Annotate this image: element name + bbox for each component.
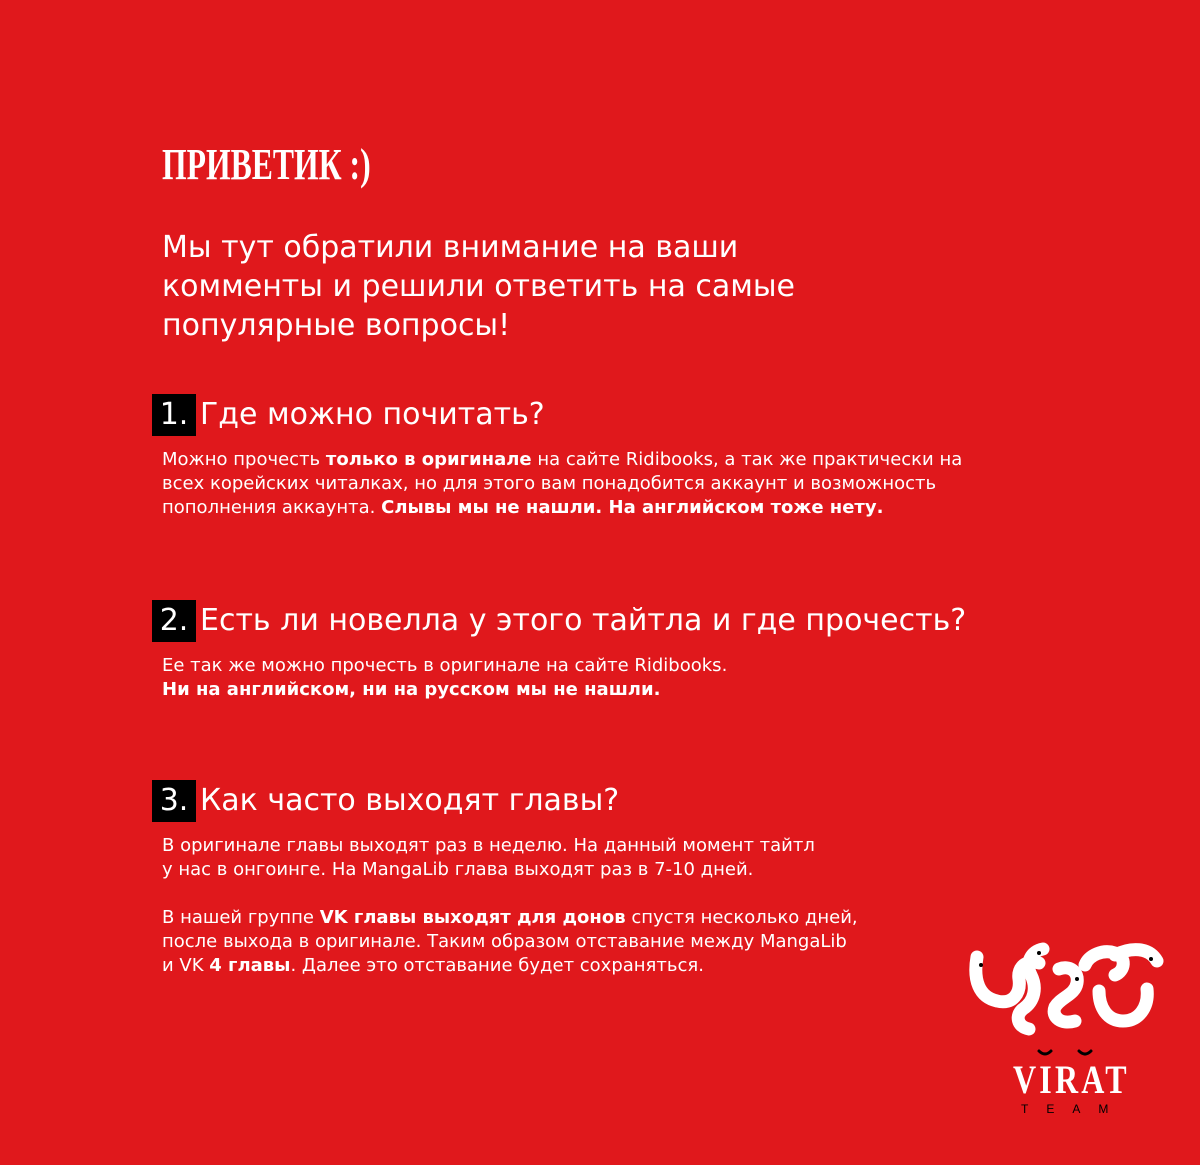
question-1-heading (152, 394, 545, 436)
intro-line: Мы тут обратили внимание на ваши (162, 230, 739, 265)
question-2-answer (162, 654, 1062, 702)
answer-line: всех корейских читалках, но для этого вам понадобится аккаунт и возможность (162, 473, 937, 494)
answer-line (162, 448, 1062, 472)
answer-line (162, 678, 1062, 702)
greeting-title: ПРИВЕТИК :) (162, 140, 371, 189)
answer-line (162, 496, 1062, 520)
question-1-answer (162, 448, 1062, 520)
answer-text: В нашей группе (162, 907, 320, 928)
answer-bold-text: Слывы мы не нашли. На английском тоже нету. (381, 497, 884, 518)
virat-team-logo (965, 935, 1170, 1125)
intro-line: комменты и решили ответить на самые (162, 269, 796, 304)
answer-bold-text: VK главы выходят для донов (319, 907, 626, 928)
question-title: Есть ли новелла у этого тайтла и где прочесть? (200, 603, 967, 638)
question-title: Как часто выходят главы? (200, 783, 620, 818)
question-number-badge: 3. (152, 780, 196, 822)
answer-line: Ее так же можно прочесть в оригинале на сайте Ridibooks. (162, 655, 728, 676)
question-3-answer (162, 834, 1062, 978)
logo-eyes-icon (1035, 1045, 1095, 1057)
answer-text: . Далее это отставание будет сохраняться. (290, 955, 704, 976)
answer-text: на сайте Ridibooks, а так же практически на (531, 449, 963, 470)
answer-text: Можно прочесть (162, 449, 326, 470)
question-2-heading (152, 600, 966, 642)
answer-line: у нас в онгоинге. На MangaLib глава выходят раз в 7-10 дней. (162, 859, 754, 880)
logo-sub-text: TEAM (1021, 1102, 1127, 1116)
question-number-badge: 1. (152, 394, 196, 436)
logo-name-text: VIRAT (1013, 1057, 1130, 1102)
answer-text: и VK (162, 955, 210, 976)
answer-bold-text: 4 главы (209, 955, 291, 976)
answer-spacer (162, 882, 1062, 906)
answer-bold-text: только в оригинале (325, 449, 532, 470)
answer-line: после выхода в оригинале. Таким образом отставание между MangaLib (162, 931, 847, 952)
question-3-heading (152, 780, 619, 822)
answer-line: В оригинале главы выходят раз в неделю. На данный момент тайтл (162, 835, 815, 856)
intro-text (162, 228, 982, 345)
answer-line (162, 954, 1062, 978)
answer-line (162, 906, 1062, 930)
intro-line: популярные вопросы! (162, 308, 511, 343)
answer-text: пополнения аккаунта. (162, 497, 382, 518)
snake-logo-icon (965, 935, 1170, 1040)
question-title: Где можно почитать? (200, 397, 545, 432)
question-number-badge: 2. (152, 600, 196, 642)
answer-bold-text: Ни на английском, ни на русском мы не нашли. (162, 679, 661, 700)
answer-text: спустя несколько дней, (625, 907, 858, 928)
